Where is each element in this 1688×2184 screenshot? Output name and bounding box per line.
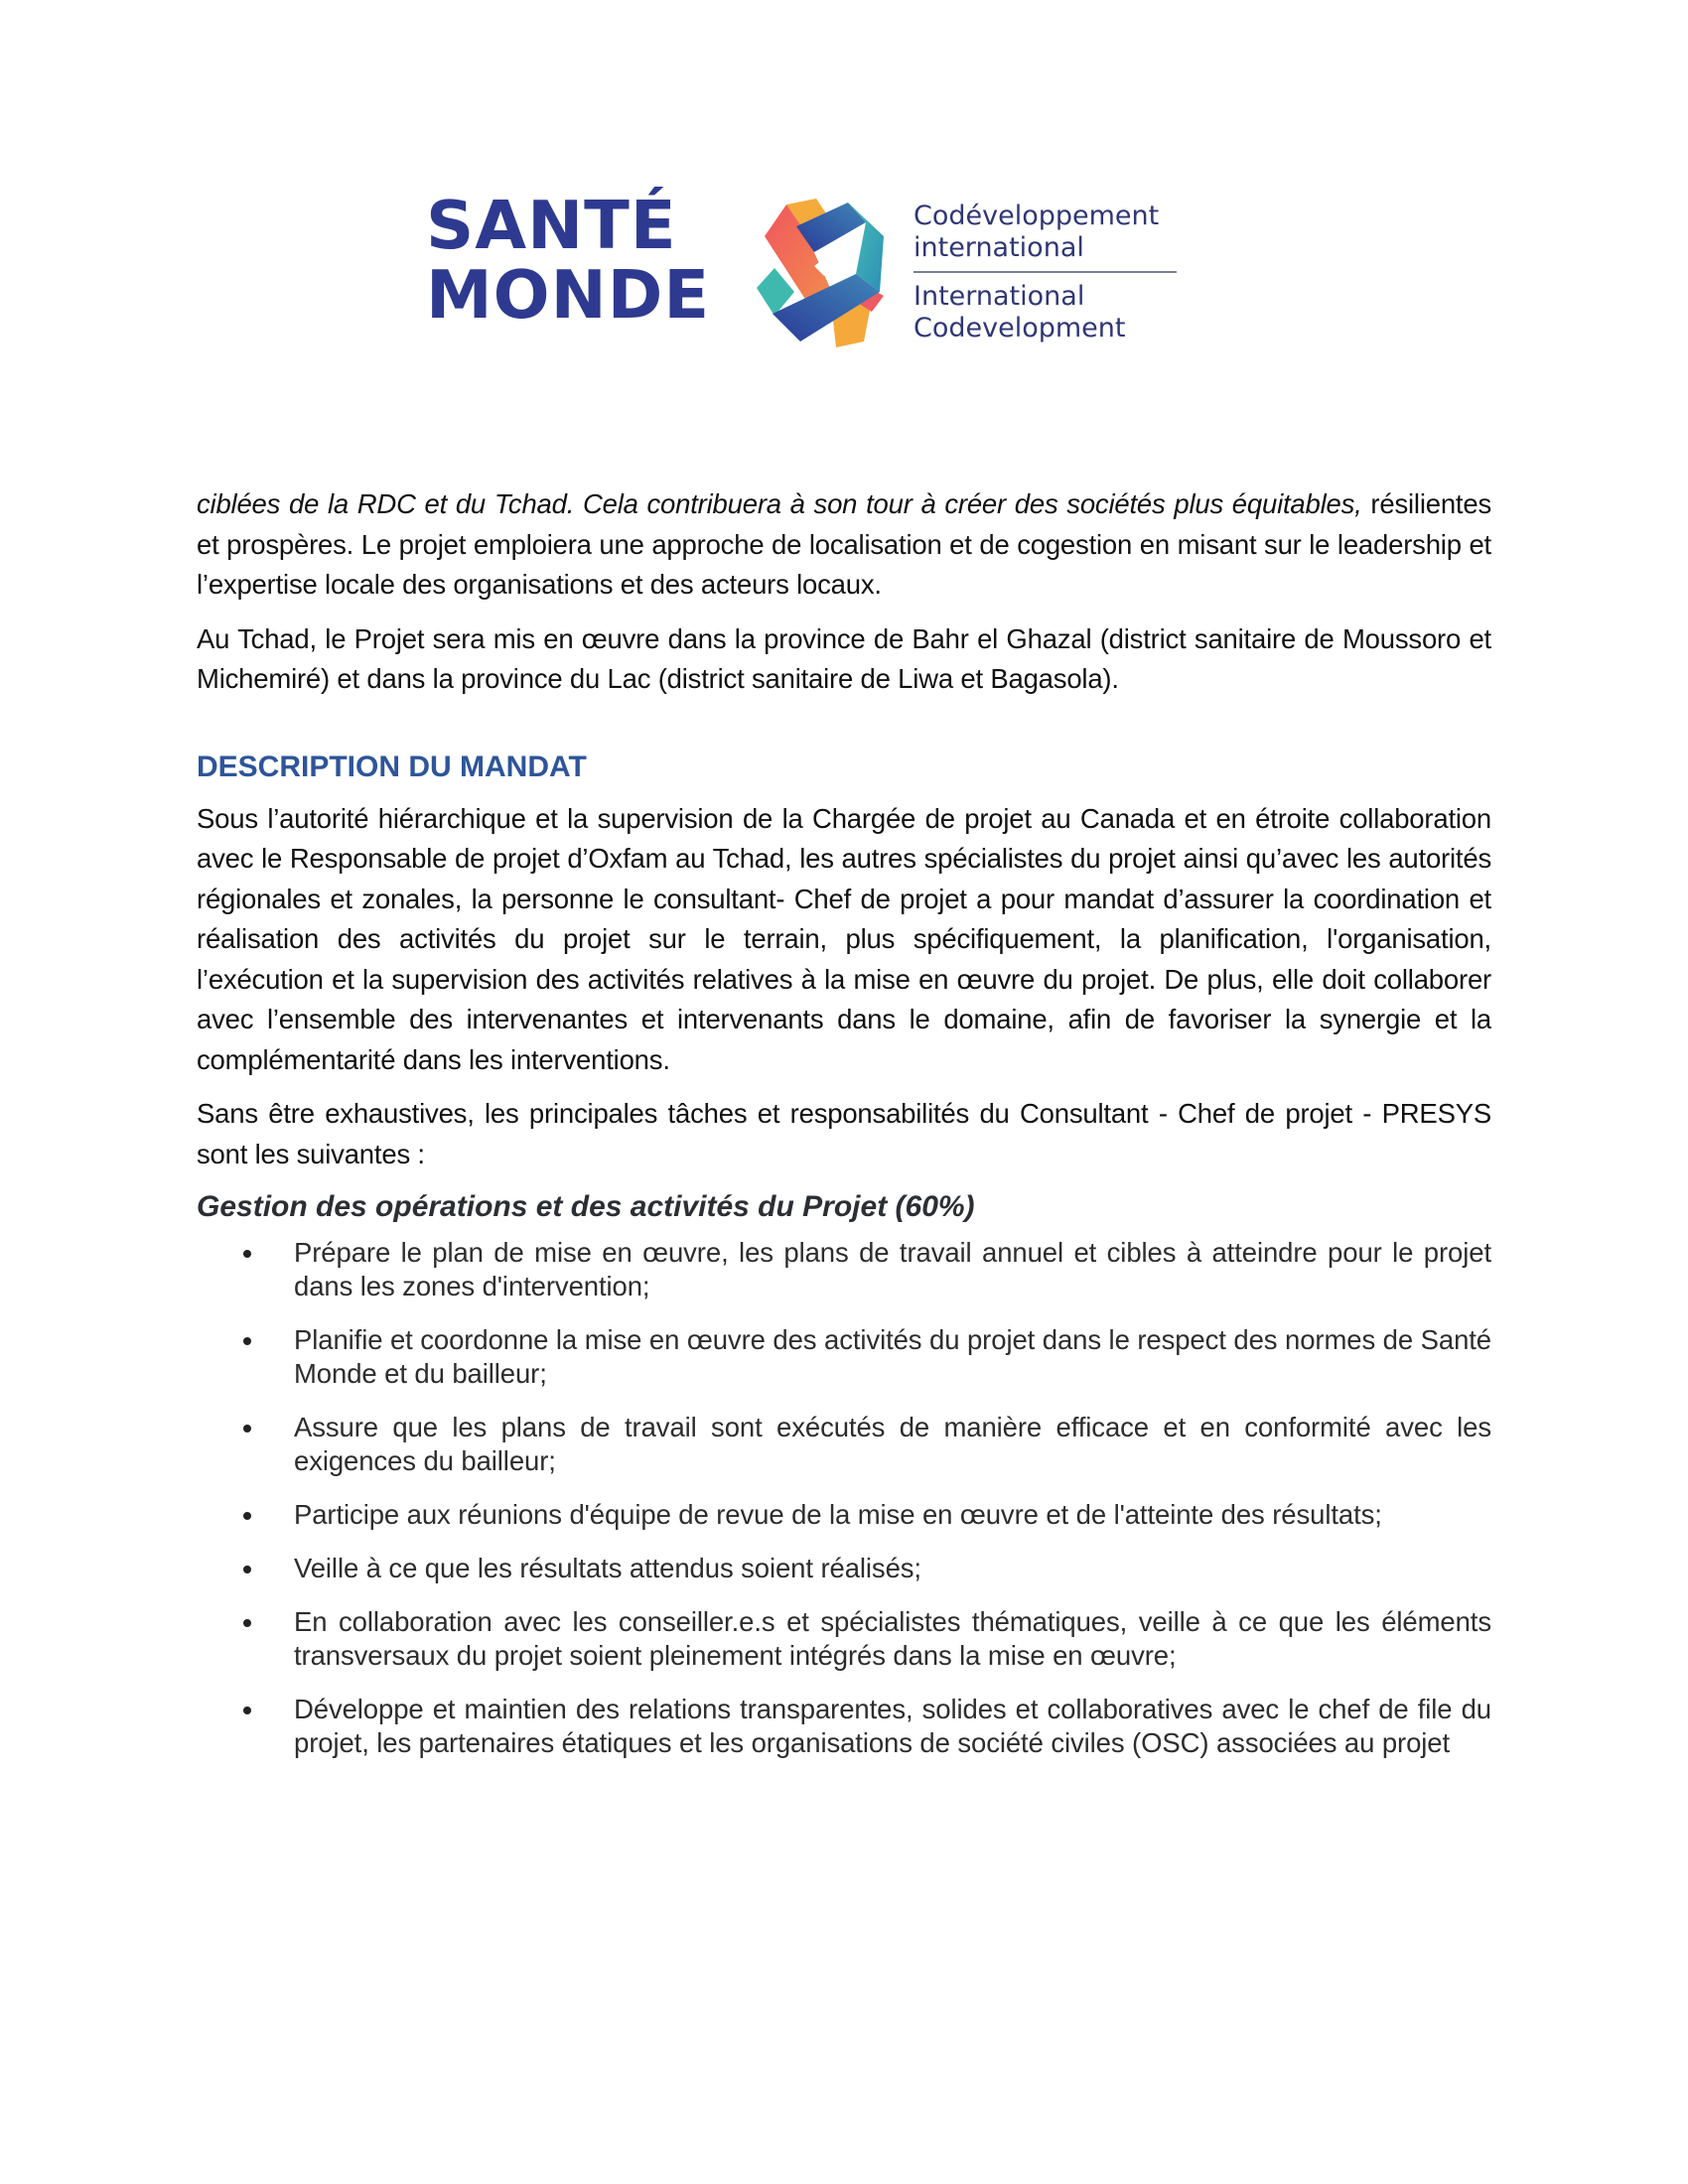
logo-wordmark — [426, 187, 711, 334]
list-item — [197, 1498, 1491, 1532]
list-item — [197, 1552, 1491, 1585]
logo-wordmark-line1: SANTÉ — [426, 187, 677, 264]
list-item — [197, 1605, 1491, 1673]
sante-monde-logo — [422, 187, 1187, 354]
list-item-text: Assure que les plans de travail sont exécutés de manière efficace et en conformité avec les exigences du bailleur; — [294, 1412, 1491, 1476]
mandat-paragraph: Sous l’autorité hiérarchique et la supervision de la Chargée de projet au Canada et en étroite collaboration avec le Responsable de projet d’Oxfam au Tchad, les autres spécialistes du projet ainsi qu’avec les autorités régionales et zonales, la personne le consultant- Chef de projet a pour mandat d’assurer la coordination et réalisation des activités du projet sur le terrain, plus spécifiquement, la planification, l'organisation, l’exécution et la supervision des activités relatives à la mise en œuvre du projet. De plus, elle doit collaborer avec l’ensemble des intervenantes et intervenants dans le domaine, afin de favoriser la synergie et la complémentarité dans les interventions. — [197, 802, 1491, 1075]
bullet-icon — [243, 1250, 251, 1258]
list-item-text: Développe et maintien des relations transparentes, solides et collaboratives avec le chef de file du projet, les partenaires étatiques et les organisations de société civiles (OSC) associées au projet — [294, 1694, 1491, 1758]
list-item-text: Veille à ce que les résultats attendus soient réalisés; — [294, 1553, 921, 1583]
logo-tagline — [914, 201, 1177, 344]
bullet-icon — [243, 1337, 251, 1345]
section-title-description-du-mandat: DESCRIPTION DU MANDAT — [197, 750, 587, 783]
bullet-icon — [243, 1619, 251, 1627]
responsibilities-list — [197, 1236, 1491, 1760]
logo-tagline-en-line1: International — [914, 281, 1085, 312]
tchad-paragraph: Au Tchad, le Projet sera mis en œuvre dans la province de Bahr el Ghazal (district sanitaire de Moussoro et Michemiré) et dans la province du Lac (district sanitaire de Liwa et Bagasola). — [197, 622, 1491, 694]
logo-tagline-fr-line1: Codéveloppement — [914, 201, 1160, 231]
logo-tagline-divider — [914, 271, 1177, 273]
ribbon-knot-logo-icon — [745, 193, 904, 351]
bullet-icon — [243, 1425, 251, 1433]
tasks-intro-paragraph: Sans être exhaustives, les principales tâches et responsabilités du Consultant - Chef de projet - PRESYS sont les suivantes : — [197, 1098, 1491, 1169]
list-item — [197, 1323, 1491, 1391]
logo-tagline-en-line2: Codevelopment — [914, 313, 1126, 343]
list-item — [197, 1236, 1491, 1303]
logo-tagline-fr-line2: international — [914, 232, 1084, 263]
intro-paragraph-italic: ciblées de la RDC et du Tchad. Cela contribuera à son tour à créer des sociétés plus équitables, — [197, 488, 1362, 519]
subsection-title-gestion-operations: Gestion des opérations et des activités du Projet (60%) — [197, 1190, 975, 1223]
bullet-icon — [243, 1512, 251, 1520]
list-item-text: Prépare le plan de mise en œuvre, les plans de travail annuel et cibles à atteindre pour le projet dans les zones d'intervention; — [294, 1237, 1491, 1301]
list-item-text: Planifie et coordonne la mise en œuvre des activités du projet dans le respect des normes de Santé Monde et du bailleur; — [294, 1324, 1491, 1389]
logo-wordmark-line2: MONDE — [426, 256, 711, 334]
list-item-text: En collaboration avec les conseiller.e.s et spécialistes thématiques, veille à ce que les éléments transversaux du projet soient pleinement intégrés dans la mise en œuvre; — [294, 1606, 1491, 1671]
intro-paragraph-regular: résilientes et prospères. Le projet emploiera une approche de localisation et de cogestion en misant sur le leadership et l’expertise locale des organisations et des acteurs locaux. — [197, 488, 1492, 600]
list-item-text: Participe aux réunions d'équipe de revue de la mise en œuvre et de l'atteinte des résultats; — [294, 1499, 1382, 1530]
document-body — [197, 484, 1491, 1780]
bullet-icon — [243, 1566, 251, 1573]
list-item — [197, 1411, 1491, 1478]
intro-paragraph — [197, 484, 1491, 606]
bullet-icon — [243, 1706, 251, 1714]
list-item — [197, 1693, 1491, 1760]
